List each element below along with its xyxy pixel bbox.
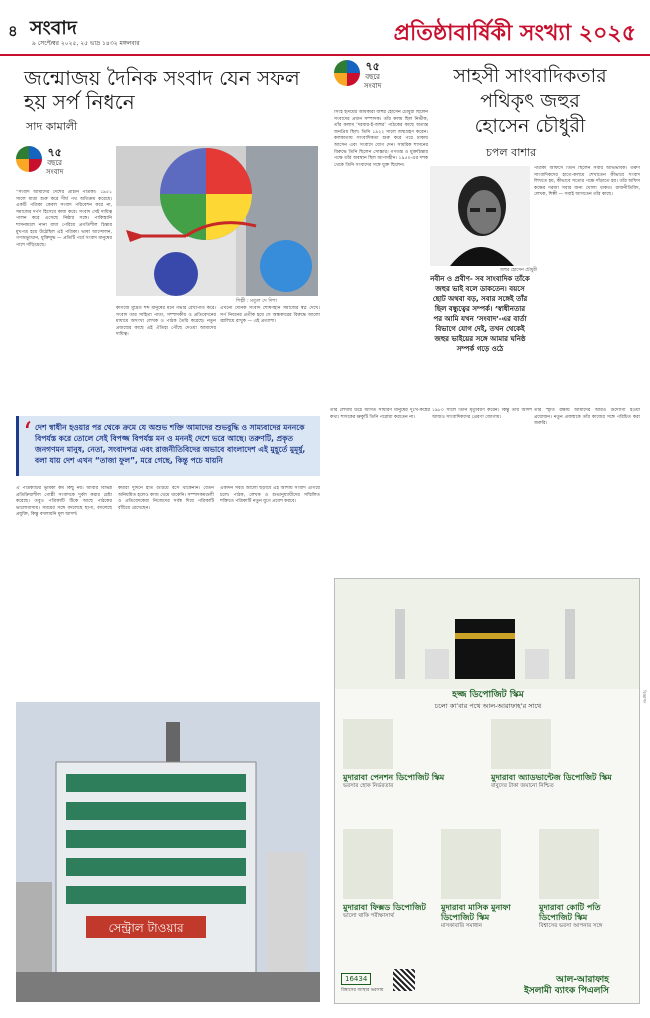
crorepati-icon <box>539 829 599 899</box>
artwork-illustration <box>116 146 318 296</box>
article2-column-5: ১৯৮০ সালে তিনি মৃত্যুবরণ করেন। কিন্তু তাঁর আদর্শ আজও সাংবাদিকদের প্রেরণা জোগায়। <box>432 408 532 420</box>
bank-name: আল-আরাফাহ ইসলামী ব্যাংক পিএলসি <box>524 975 609 996</box>
portrait-illustration <box>430 166 530 266</box>
article2-column-3: পত্রিকা অফিসে তিনি ছিলেন সবার অভিভাবক। তরুণ সাংবাদিকদের হাতে-কলমে শেখাতেন কীভাবে সংবাদ লিখতে হয়, কীভাবে সত্যের পক্ষে দাঁড়াতে হয়। তাঁর অফিস কক্ষের দরজা সবার জন্য খোলা থাকত। রাজনীতিবিদ, লেখক, শিল্পী — সবাই আসতেন তাঁর কাছে। <box>534 166 640 198</box>
hotline-sub: বিশ্বাসের আস্থার ভরসায় <box>341 988 384 993</box>
quote-mark-icon: ‘ <box>23 416 32 449</box>
anniversary-badge <box>16 146 86 190</box>
bank-advertisement <box>334 578 640 1004</box>
edition-title: প্রতিষ্ঠাবার্ষিকী সংখ্যা ২০২৫ <box>393 20 636 46</box>
badge-line1: বছরে <box>47 159 63 167</box>
article1-column-5: কর্মীরা দুর্দিনে হাত গুটিয়ে বসে থাকেননি। বেতন অনিয়মিত হলেও কাজ থেমে থাকেনি। সম্পাদকমণ্ডলী ও প্রতিবেদকেরা নিজেদের সর্বস্ব দিয়ে পত্রিকাটি বাঁচিয়ে রেখেছেন। <box>118 486 214 511</box>
badge-logo-icon <box>16 146 42 172</box>
qr-code-icon <box>393 969 415 991</box>
article1-headline: জন্মোজয় দৈনিক সংবাদ যেন সফল হয় সর্প নিধনে <box>24 66 300 114</box>
building-photo <box>16 702 320 1002</box>
article1-artwork <box>116 146 318 296</box>
pension-icon <box>343 719 393 769</box>
building-illustration <box>16 702 320 1002</box>
advantage-icon <box>491 719 551 769</box>
monthly-icon <box>441 829 501 899</box>
pull-quote-text: দেশ স্বাধীন হওয়ার পর থেকে ক্রমে যে অশুভ শক্তি আমাদের শুভবুদ্ধি ও সাম্যবাদের মননকে বিপর্যস্ত করে তোলে সেই বিপজ্জ বিপর্যস্ত মন ও মননই দেশে ভরে আছে। তরুণটি, প্রকৃত জনগণমন মানুষ, নেতা, সংবাদপত্র এবং রাজনীতিবিদের অভাবে বাংলাদেশ এই মুহূর্তে মুমূর্ষু, বলা যায় দেশ এখন “তাজা ফুল”, মরে গেছে, কিন্তু পচে যায়নি <box>35 423 306 465</box>
anniversary-badge-2 <box>334 60 410 110</box>
ad-card-crorepati: মুদারাবা কোটি পতি ডিপোজিট স্কিম বিশ্বাসের ভরসা আপনার সঙ্গে <box>539 829 635 931</box>
ad-card-pension: মুদারাবা পেনশন ডিপোজিট স্কিম ভরসার হোক নির্ভরতার <box>343 719 489 791</box>
article1-column-6: একদিন সর্বত্র আলো ছড়াবে এই আশায় সংবাদ এগিয়ে চলে। পাঠক, লেখক ও শুভানুধ্যায়ীদের সম্মিলিত শক্তিতে পত্রিকাটি নতুন যুগে প্রবেশ করবে। <box>220 486 320 505</box>
badge-logo-icon <box>334 60 360 86</box>
hajj-scheme-sub: চলো কা’বার পথে আল-আরাফাহ’র সাথে <box>434 702 542 710</box>
headline-line-1: সাহসী সাংবাদিকতার <box>453 65 607 87</box>
building-sign-text: সেন্ট্রাল টাওয়ার <box>108 921 184 935</box>
article2-author: চপল বাশার <box>486 146 537 159</box>
article1-column-3: এখনো দৈনিক সংবাদ শোষণহীন সমাজের স্বপ্ন দেখে। সর্প নিধনের প্রতীক হয়ে সে অন্ধকারের বিরুদ্ধে আলো জ্বালিয়ে রাখুক — এই প্রত্যাশা। <box>220 306 320 325</box>
article1-author: সাদ কামালী <box>26 120 78 133</box>
headline-line-3: হোসেন চৌধুরী <box>474 115 586 137</box>
ad-card-monthly: মুদারাবা মাসিক মুনাফা ডিপোজিট স্কিম মাসকাবারি সমাধান <box>441 829 533 931</box>
badge-number: ৭৫ <box>47 146 62 159</box>
article1-column-4: ঐ পত্রিকাটির ভূমিকা কম কিছু নয়। আবার বিভিন্ন প্রতিক্রিয়াশীল গোষ্ঠী সংবাদকে দুর্বল করার চেষ্টা করেছে। তবুও পত্রিকাটি টিকে আছে পাঠকের ভালোবাসায়। সময়ের সঙ্গে বদলেছে ছাপা, বদলেছে প্রযুক্তি, কিন্তু বদলায়নি মূল আদর্শ। <box>16 486 112 518</box>
headline-line-2: পথিকৃৎ জহুর <box>480 90 580 112</box>
article2-column-4: তাঁর লেখায় উঠে আসত সাধারণ মানুষের দুঃখ-কষ্টের কথা। শাসকের ভ্রুকুটি তিনি পরোয়া করতেন না। <box>330 408 430 420</box>
hajj-scheme-title: হজ্জ ডিপোজিট স্কিম <box>452 690 524 700</box>
ad-card-advantage: মুদারাবা অ্যাডভান্টেজ ডিপোজিট স্কিম বাবুদের টাকা জমানো নিশ্চিত <box>491 719 637 791</box>
artwork-caption: শিল্পী : মতুল দে দিশা <box>236 298 277 304</box>
portrait-caption: জহুর হোসেন চৌধুরী <box>500 268 538 273</box>
badge-line2: সংবাদ <box>46 168 64 176</box>
article2-column-6: তাঁর স্মৃতি রক্ষায় আমাদের আরও উদ্যোগী হওয়া প্রয়োজন। নতুন প্রজন্মকে তাঁর কাজের সঙ্গে পরিচিত করা জরুরি। <box>534 408 640 427</box>
badge-line1: বছরে <box>365 73 381 81</box>
article2-headline <box>420 64 640 139</box>
ad-card-fixed: মুদারাবা ফিক্সড ডিপোজিট ভালো থাকি পরীক্ষাসার্থ <box>343 829 435 921</box>
article2-column-1: সিংহ হৃদয়ের অধিকারী জহুর হোসেন চৌধুরী ছিলেন সংবাদের প্রধান সম্পাদক। তাঁর কলম ছিল নির্ভীক, তাঁর কলাম ‘দরবার-ই-জহুর’ পাঠকের কাছে অত্যন্ত জনপ্রিয় ছিল। তিনি ১৯২২ সালে জন্মগ্রহণ করেন। কলকাতায় সাংবাদিকতা শুরু করে পরে ঢাকায় আসেন এবং সংবাদে যোগ দেন। সামরিক শাসনের বিরুদ্ধে তিনি ছিলেন সোচ্চার। গণতন্ত্র ও মুক্তচিন্তার পক্ষে তাঁর অবস্থান ছিল আপসহীন। ১৯৫০-এর দশক থেকে তিনি সংবাদের সঙ্গে যুক্ত ছিলেন। <box>334 110 428 168</box>
kaaba-illustration <box>335 579 640 689</box>
hotline-number: 16434 <box>341 973 371 985</box>
badge-line2: সংবাদ <box>364 82 382 90</box>
page-number: ৪ <box>8 22 18 40</box>
article1-pull-quote-box <box>16 416 320 476</box>
calendar-icon <box>343 829 393 899</box>
portrait-photo <box>430 166 530 266</box>
masthead-logo: সংবাদ <box>30 17 77 39</box>
article1-column-2: কাগজে মুদ্রিত শব্দ মানুষের মনে গভীর রেখাপাত করে। সংবাদ তার সাহিত্য পাতা, সম্পাদকীয় ও প্রতিবেদনের মাধ্যমে অসংখ্য লেখক ও পাঠক তৈরি করেছে। নতুন প্রজন্মের কাছে এই ঐতিহ্য পৌঁছে দেওয়া আমাদের দায়িত্ব। <box>116 306 216 338</box>
badge-number: ৭৫ <box>365 60 380 73</box>
article1-column-1: “সংবাদ আমাদের দেশের প্রাচীন পত্রিকা। ১৯৫১ সালে যাত্রা শুরু করে দীর্ঘ পথ অতিক্রম করেছে। একটি পত্রিকা কেবল সংবাদ পরিবেশন করে না, সমাজের দর্পণ হিসেবে কাজ করে। সংবাদ সেই দায়িত্ব পালন করে এসেছে নিষ্ঠার সঙ্গে। পাকিস্তানি শাসনামলে নানা বাধা পেরিয়ে প্রগতিশীল চিন্তার মুখপত্র হয়ে উঠেছিল এই পত্রিকা। ভাষা আন্দোলন, গণঅভ্যুত্থান, মুক্তিযুদ্ধ — প্রতিটি পর্বে সংবাদ মানুষের পাশে দাঁড়িয়েছে। <box>16 190 112 248</box>
masthead-date: ৯ সেপ্টেম্বর ২০২৫, ২৫ ভাদ্র ১৪৩২ মঙ্গলবার <box>32 40 140 47</box>
ad-side-label: বিজ্ঞাপন <box>642 690 647 704</box>
article2-pull-quote: নবীন ও প্রবীণ- সব সাংবাদিক তাঁকে জহুর ভাই বলে ডাকতেন। বয়সে ছোট অথবা বড়, সবার সঙ্গেই তাঁর ছিল বন্ধুত্বের সম্পর্ক। ‘স্বাধীনতার পর আমি যখন ‘সংবাদ’-এর বার্তা বিভাগে যোগ দেই, তখন থেকেই জহুর ভাইয়ের সঙ্গে আমার ঘনিষ্ঠ সম্পর্ক গড়ে ওঠে <box>430 275 530 353</box>
